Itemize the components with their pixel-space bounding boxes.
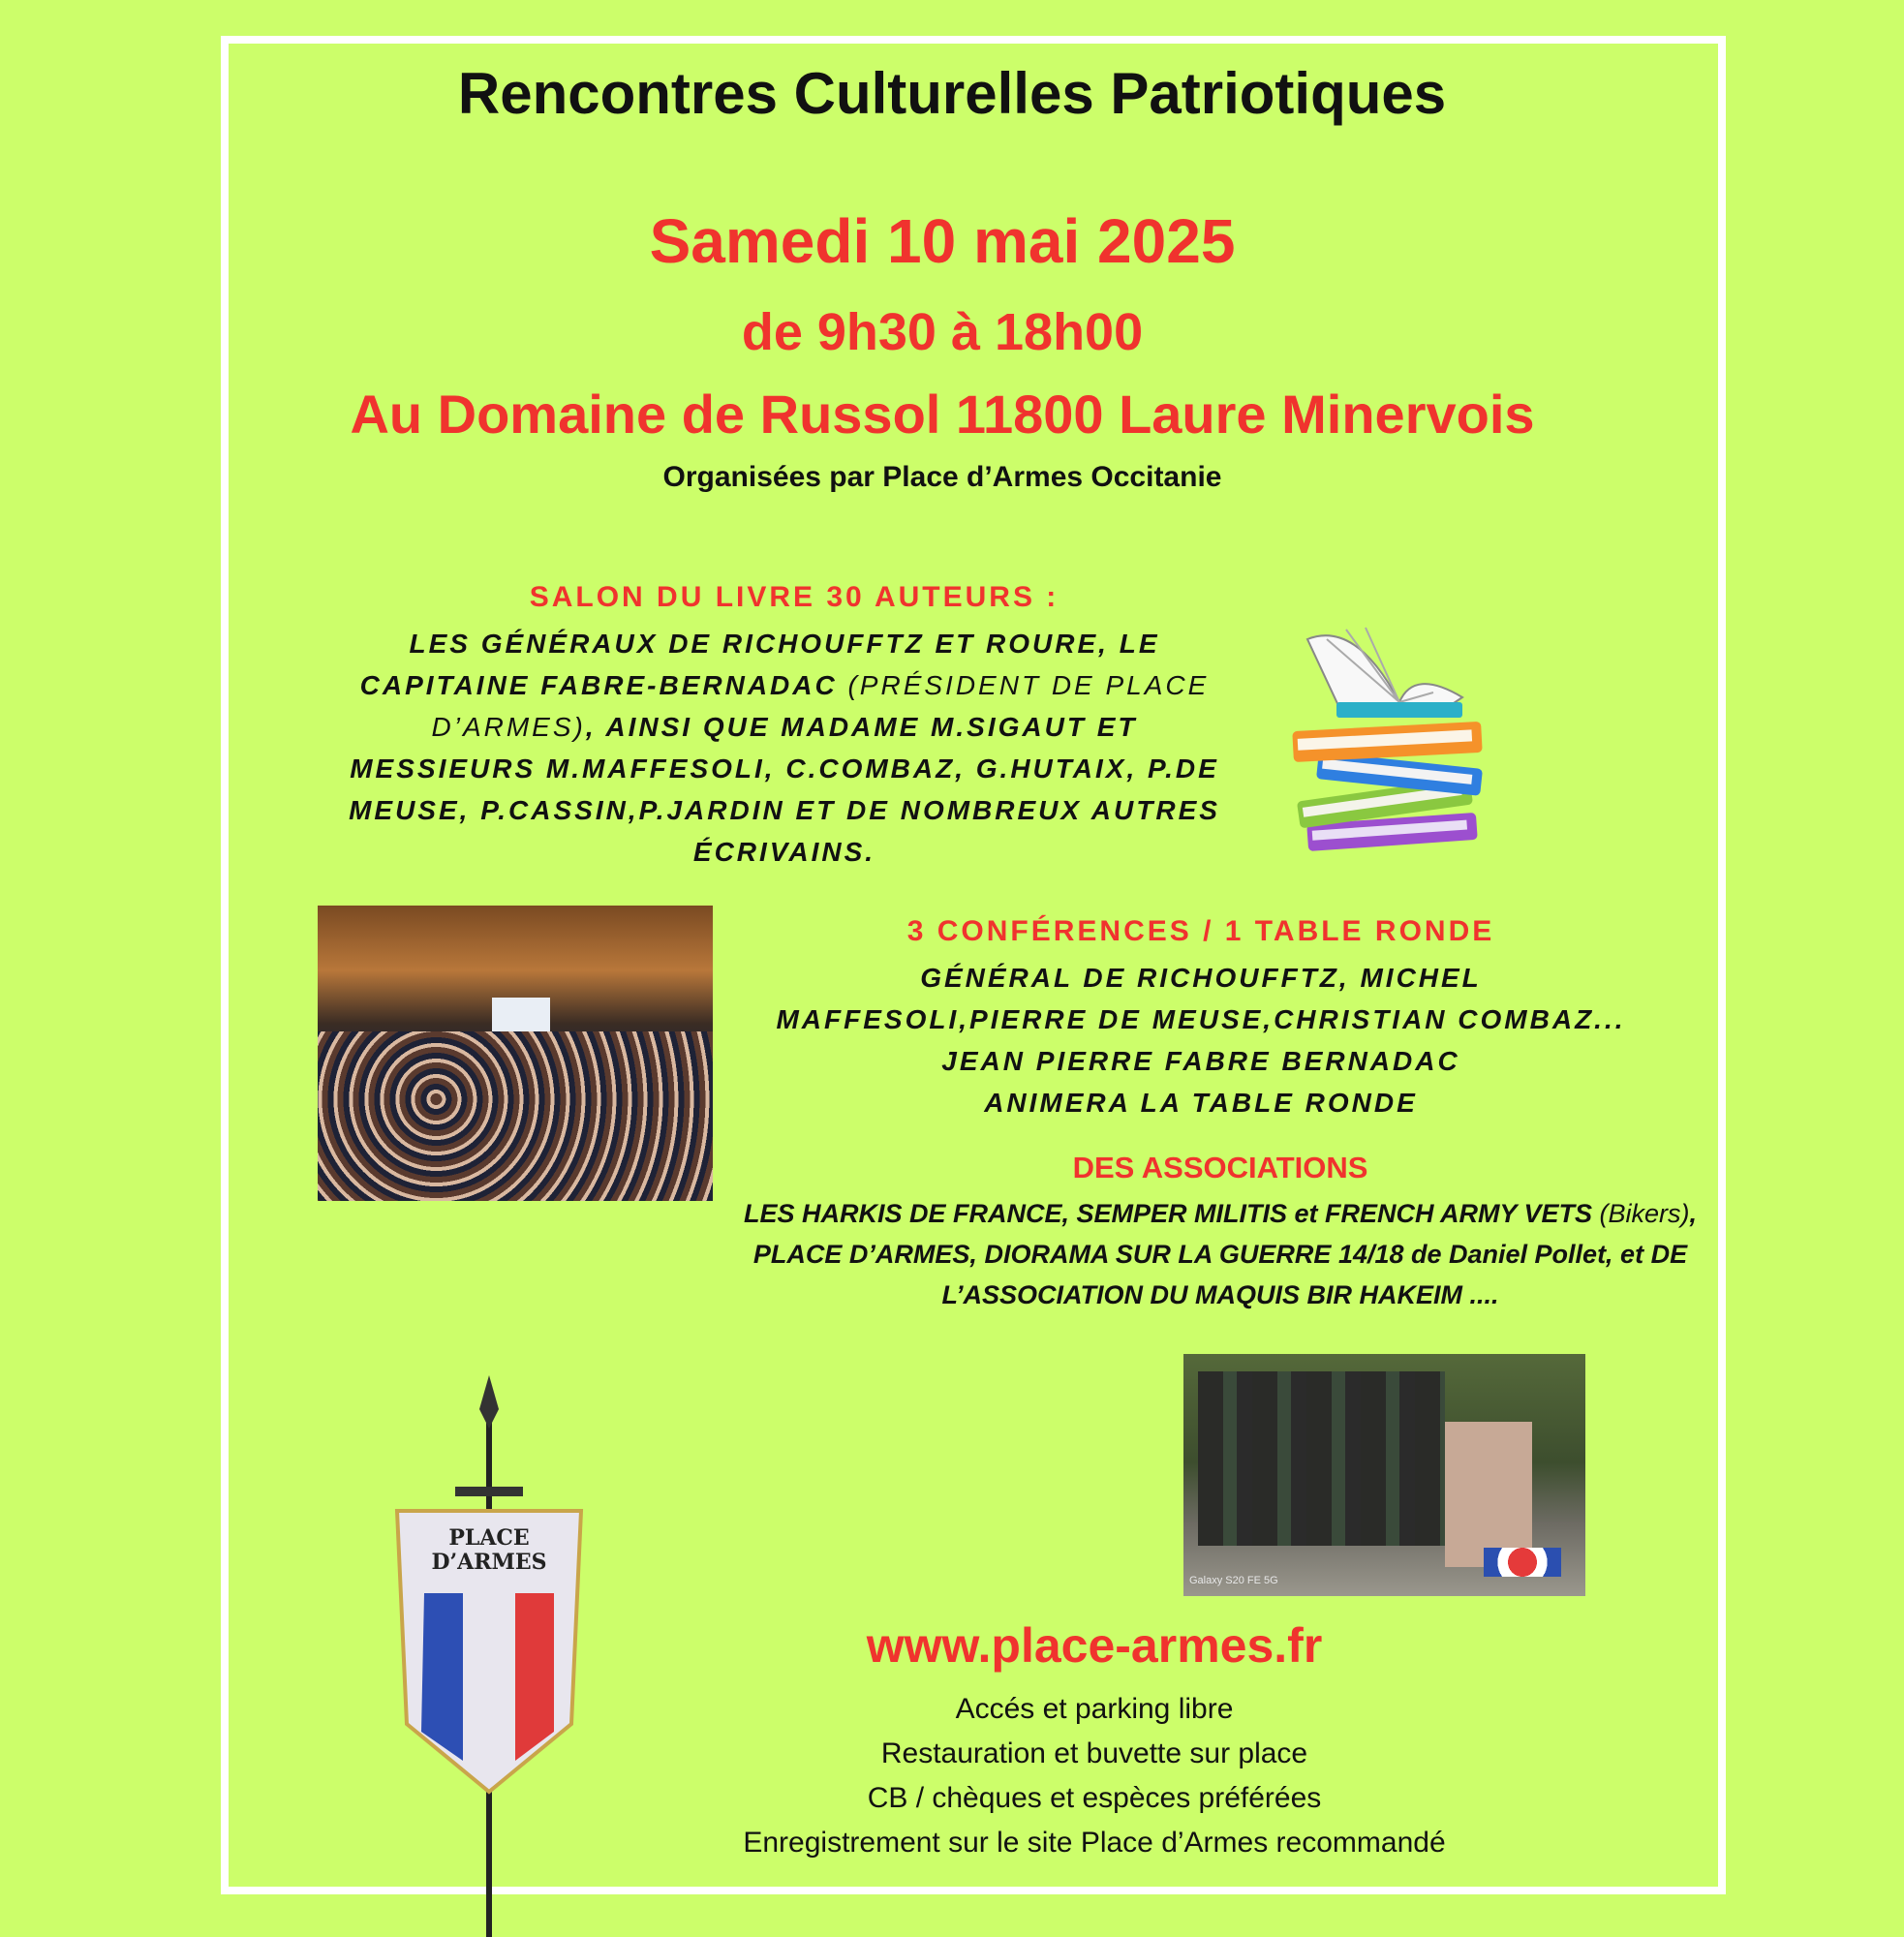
associations-body-part: , PLACE D’ARMES, DIORAMA SUR LA GUERRE 14/18 de Daniel Pollet, et DE L’ASSOCIATION DU MAQUIS BIR HAKEIM .... [752, 1199, 1698, 1309]
group-of-people [1198, 1371, 1445, 1546]
photo-caption: Galaxy S20 FE 5G [1189, 1575, 1278, 1586]
conferences-line: JEAN PIERRE FABRE BERNADAC [941, 1046, 1460, 1076]
info-line: Restauration et buvette sur place [880, 1737, 1308, 1769]
associations-body-part: (Bikers) [1592, 1199, 1690, 1228]
conferences-line: GÉNÉRAL DE RICHOUFFTZ, MICHEL [920, 963, 1482, 993]
event-date: Samedi 10 mai 2025 [649, 206, 1236, 276]
memorial-stone [1445, 1422, 1532, 1567]
organizer: Organisées par Place d’Armes Occitanie [662, 461, 1222, 493]
pole-spearhead [479, 1375, 499, 1429]
banner-text-line-1: PLACE [448, 1525, 530, 1551]
salon-body-part: , AINSI QUE MADAME M.SIGAUT ET MESSIEURS M.MAFFESOLI, C.COMBAZ, G.HUTAIX, P.DE MEUSE, P.CASSIN,P.JARDIN ET DE NOMBREUX AUTRES ÉCRIVAINS. [349, 712, 1220, 867]
associations-title: DES ASSOCIATIONS [1072, 1151, 1368, 1184]
projection-screen [492, 998, 550, 1036]
salon-body-part: LES GÉNÉRAUX DE RICHOUFFTZ ET ROURE, LE CAPITAINE FABRE-BERNADAC [359, 629, 1160, 700]
salon-title: SALON DU LIVRE 30 AUTEURS : [529, 581, 1059, 613]
open-book-cover [1336, 702, 1462, 718]
associations-body-part: LES HARKIS DE FRANCE, SEMPER MILITIS et FRENCH ARMY VETS [743, 1199, 1593, 1228]
banner-text-line-2: D’ARMES [431, 1550, 547, 1575]
salon-body [349, 623, 1220, 873]
salon-body-part: (PRÉSIDENT DE PLACE D’ARMES) [431, 670, 1210, 742]
audience [318, 1031, 713, 1201]
info-line: CB / chèques et espèces préférées [867, 1782, 1322, 1814]
conferences-line: MAFFESOLI,PIERRE DE MEUSE,CHRISTIAN COMBAZ... [776, 1004, 1626, 1034]
page-title: Rencontres Culturelles Patriotiques [457, 61, 1447, 126]
info-line: Accés et parking libre [955, 1693, 1234, 1725]
conferences-body [717, 957, 1685, 1123]
conferences-line: ANIMERA LA TABLE RONDE [984, 1088, 1418, 1118]
associations-body [726, 1193, 1714, 1315]
conference-photo [318, 906, 713, 1201]
event-location: Au Domaine de Russol 11800 Laure Minervois [350, 384, 1535, 445]
books-illustration [1269, 610, 1511, 852]
event-hours: de 9h30 à 18h00 [741, 303, 1144, 361]
flag-red [515, 1593, 554, 1761]
group-photo [1183, 1354, 1585, 1596]
conferences-title: 3 CONFÉRENCES / 1 TABLE RONDE [906, 915, 1495, 947]
flag-blue [421, 1593, 463, 1761]
website-link[interactable]: www.place-armes.fr [866, 1618, 1323, 1673]
banner-crossbar [455, 1487, 523, 1496]
wreath [1484, 1548, 1561, 1577]
info-line: Enregistrement sur le site Place d’Armes recommandé [743, 1827, 1446, 1859]
